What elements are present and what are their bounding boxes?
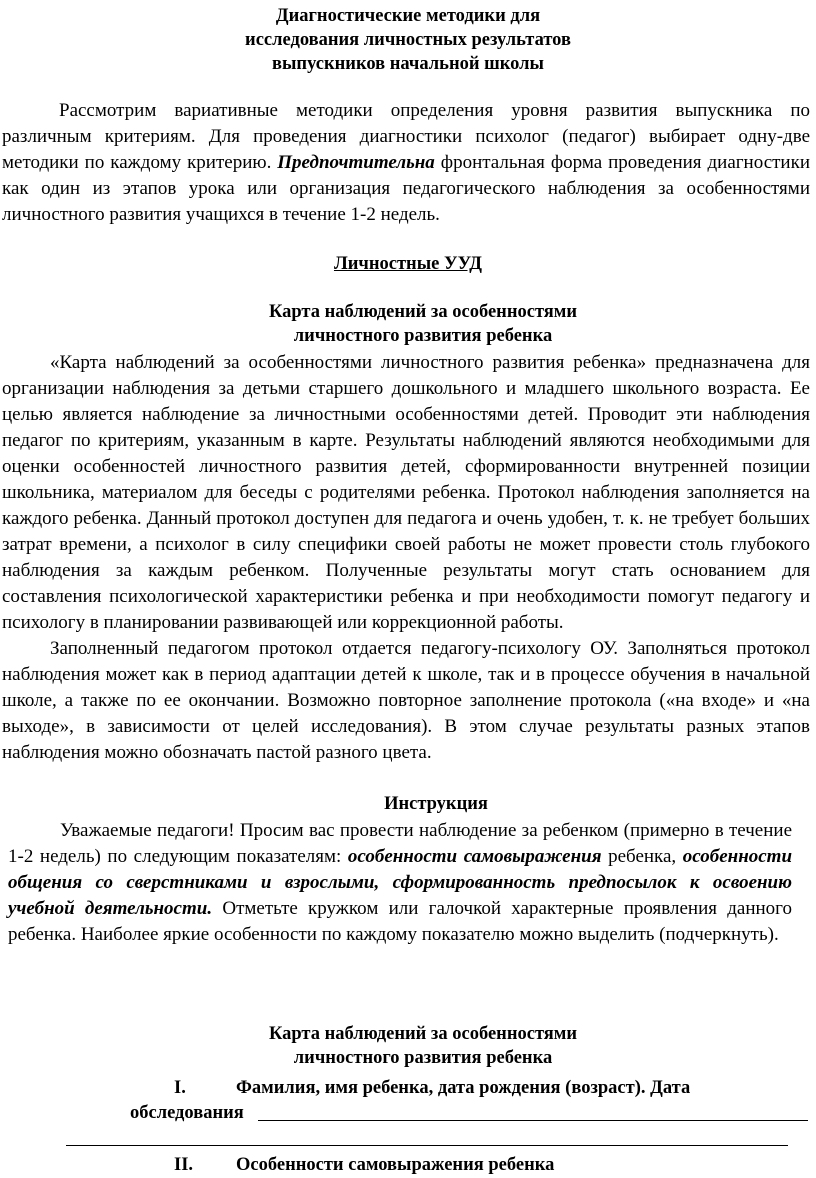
section-title-text: Личностные УУД (333, 254, 483, 274)
intro-text-after: фронтальная форма проведения диагностики как один из этапов урока или организация педагогического наблюдения за особенностями личностного развития учащихся в течение 1-2 недель. (2, 152, 810, 225)
card-heading (0, 300, 816, 348)
instruction-text-1: Уважаемые педагоги! Просим вас провести наблюдение за ребенком (примерно в течение 1-2 недель) по следующим показателям: (8, 820, 792, 867)
form-item-1-exam-label: обследования (130, 1103, 244, 1123)
form-item-2-number: II. (174, 1155, 194, 1175)
title-line-3: выпускников начальной школы (271, 54, 545, 74)
card-description (2, 350, 810, 766)
form-heading-line-1: Карта наблюдений за особенностями (268, 1024, 578, 1044)
instruction-text-2: ребенка, (601, 846, 683, 867)
instruction-paragraph (8, 818, 792, 948)
document-title (0, 4, 816, 76)
form-heading (0, 1022, 816, 1070)
section-title (0, 252, 816, 276)
card-heading-line-2: личностного развития ребенка (293, 326, 553, 346)
form-item-1 (174, 1076, 774, 1100)
form-item-1-continuation (130, 1101, 244, 1125)
form-item-2 (174, 1153, 774, 1177)
title-line-1: Диагностические методики для (275, 6, 541, 26)
card-paragraph-2: Заполненный педагогом протокол отдается педагогу-психологу ОУ. Заполняться протокол наблюдения может как в период адаптации детей к школе, так и в процессе обучения в начальной школе, а также по ее окончании. Возможно повторное заполнение протокола («на входе» и «на выходе», в зависимости от целей исследования). В этом случае результаты разных этапов наблюдения можно обозначать пастой разного цвета. (2, 638, 810, 763)
instruction-text-3: Отметьте кружком или галочкой характерные проявления данного ребенка. Наиболее яркие особенности по каждому показателю можно выделить (подчеркнуть). (8, 898, 792, 945)
child-info-field-line[interactable] (66, 1145, 788, 1146)
instruction-emphasis-2: особенности общения со сверстниками и взрослыми, сформированность предпосылок к освоению учебной деятельности. (8, 846, 793, 919)
card-paragraph-1: «Карта наблюдений за особенностями личностного развития ребенка» предназначена для организации наблюдения за детьми старшего дошкольного и младшего школьного возраста. Ее целью является наблюдение за личностными особенностями детей. Проводит эти наблюдения педагог по критериям, указанным в карте. Результаты наблюдений являются необходимыми для оценки особенностей личностного развития детей, сформированности внутренней позиции школьника, материалом для беседы с родителями ребенка. Протокол наблюдения заполняется на каждого ребенка. Данный протокол доступен для педагога и очень удобен, т. к. не требует больших затрат времени, а психолог в силу специфики своей работы не может провести столь глубокого наблюдения за каждым ребенком. Полученные результаты могут стать основанием для составления психологической характеристики ребенка и при необходимости помогут педагогу и психологу в планировании развивающей или коррекционной работы. (2, 352, 810, 633)
card-heading-line-1: Карта наблюдений за особенностями (268, 302, 578, 322)
form-heading-line-2: личностного развития ребенка (293, 1048, 553, 1068)
intro-paragraph (2, 98, 810, 228)
instruction-heading-text: Инструкция (384, 794, 488, 814)
intro-emphasis: Предпочтительна (277, 152, 435, 173)
instruction-emphasis-1: особенности самовыражения (347, 846, 602, 867)
form-item-1-label: Фамилия, имя ребенка, дата рождения (возраст). Дата (236, 1078, 691, 1098)
form-item-2-label: Особенности самовыражения ребенка (236, 1155, 555, 1175)
intro-text-before: Рассмотрим вариативные методики определения уровня развития выпускника по различным критериям. Для проведения диагностики психолог (педагог) выбирает одну-две методики по каждому критерию. (2, 100, 810, 173)
instruction-heading (0, 792, 816, 816)
title-line-2: исследования личностных результатов (245, 30, 571, 50)
exam-date-field-line[interactable] (258, 1120, 808, 1121)
form-item-1-number: I. (174, 1078, 186, 1098)
